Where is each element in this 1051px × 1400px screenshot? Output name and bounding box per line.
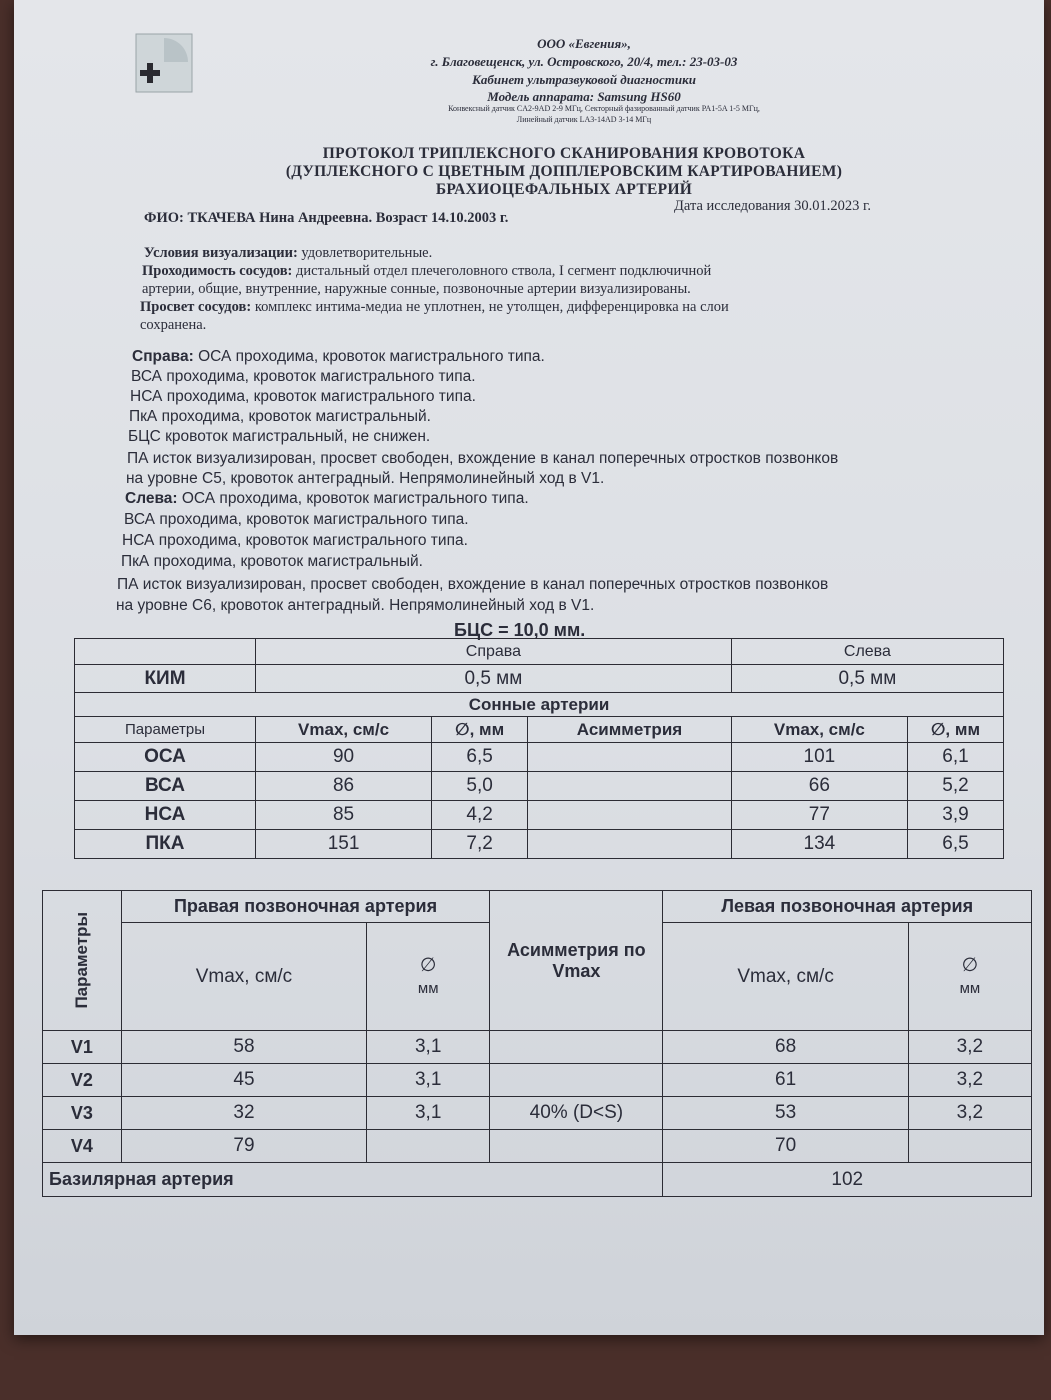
org-address: г. Благовещенск, ул. Островского, 20/4, тел.: 23-03-03	[430, 54, 738, 69]
right-finding-6: ПА исток визуализирован, просвет свободен, вхождение в канал поперечных отростков позвонков	[127, 450, 839, 467]
table-row: V4 79 70	[43, 1130, 1032, 1163]
bcs-diameter: БЦС = 10,0 мм.	[454, 620, 586, 640]
basilar-artery-label: Базилярная артерия	[43, 1163, 663, 1197]
left-finding-5: ПА исток визуализирован, просвет свободен, вхождение в канал поперечных отростков позвонков	[117, 576, 829, 593]
left-diam-header: ∅ мм	[908, 923, 1031, 1031]
vertebral-table	[42, 890, 1032, 1197]
vessel-patency: Проходимость сосудов: дистальный отдел плечеголовного ствола, I сегмент подключичной	[142, 263, 712, 279]
cabinet-name: Кабинет ультразвуковой диагностики	[472, 72, 696, 87]
protocol-title-line-2: (ДУПЛЕКСНОГО С ЦВЕТНЫМ ДОППЛЕРОВСКИМ КАРТИРОВАНИЕМ)	[285, 163, 843, 180]
carotid-section-title: Сонные артерии	[75, 693, 1004, 717]
right-vmax-header: Vmax, см/с	[121, 923, 366, 1031]
table-row: ОСА 90 6,5 101 6,1	[75, 743, 1004, 772]
col-vmax-left: Vmax, см/с	[731, 717, 907, 743]
kim-right: 0,5 мм	[256, 665, 732, 693]
sensors-line-1: Конвексный датчик CA2-9AD 2-9 МГц, Секторный фазированный датчик PA1-5A 1-5 МГц,	[448, 104, 760, 113]
sensors-line-2: Линейный датчик LA3-14AD 3-14 МГц	[516, 115, 652, 124]
asymmetry-value: 40% (D<S)	[490, 1097, 663, 1130]
right-side-header: Справа	[256, 639, 732, 665]
device-model: Модель аппарата: Samsung HS60	[487, 89, 681, 104]
table-row: НСА 85 4,2 77 3,9	[75, 801, 1004, 830]
medical-cross-logo	[134, 32, 194, 94]
visualization-conditions: Условия визуализации: удовлетворительные.	[144, 245, 433, 261]
right-finding-4: ПкА проходима, кровоток магистральный.	[129, 408, 431, 425]
carotid-table	[74, 638, 1004, 859]
org-name: ООО «Евгения»,	[537, 36, 631, 51]
col-params: Параметры	[75, 717, 256, 743]
params-vertical-label: Параметры	[71, 912, 91, 1009]
table-row: V2 45 3,1 61 3,2	[43, 1064, 1032, 1097]
vessel-lumen: Просвет сосудов: комплекс интима-медиа не уплотнен, не утолщен, дифференцировка на слои	[140, 299, 729, 315]
table-row: V1 58 3,1 68 3,2	[43, 1031, 1032, 1064]
table-row: ПКА 151 7,2 134 6,5	[75, 830, 1004, 859]
col-diam-left: ∅, мм	[907, 717, 1003, 743]
table-row: ВСА 86 5,0 66 5,2	[75, 772, 1004, 801]
col-asymmetry: Асимметрия	[528, 717, 732, 743]
left-finding-4: ПкА проходима, кровоток магистральный.	[121, 553, 423, 570]
left-finding-6: на уровне С6, кровоток антеградный. Непрямолинейный ход в V1.	[116, 597, 595, 614]
left-side-finding: Слева: ОСА проходима, кровоток магистрального типа.	[125, 490, 529, 507]
right-diam-header: ∅ мм	[367, 923, 490, 1031]
kim-label: КИМ	[75, 665, 256, 693]
right-finding-2: ВСА проходима, кровоток магистрального типа.	[131, 368, 476, 385]
left-vertebral-title: Левая позвоночная артерия	[663, 891, 1032, 923]
left-side-header: Слева	[731, 639, 1003, 665]
patient-info: ФИО: ТКАЧЕВА Нина Андреевна. Возраст 14.10.2003 г.	[144, 210, 509, 226]
document-page	[14, 0, 1044, 1335]
table-row: V3 32 3,1 40% (D<S) 53 3,2	[43, 1097, 1032, 1130]
protocol-title-line-3: БРАХИОЦЕФАЛЬНЫХ АРТЕРИЙ	[435, 181, 693, 198]
right-finding-7: на уровне С5, кровоток антеградный. Непрямолинейный ход в V1.	[126, 470, 605, 487]
vessel-patency-cont: артерии, общие, внутренние, наружные сонные, позвоночные артерии визуализированы.	[142, 281, 691, 297]
vessel-lumen-cont: сохранена.	[140, 317, 207, 333]
right-finding-3: НСА проходима, кровоток магистрального типа.	[130, 388, 476, 405]
right-side-finding: Справа: ОСА проходима, кровоток магистрального типа.	[132, 348, 545, 365]
exam-date: Дата исследования 30.01.2023 г.	[674, 198, 871, 214]
col-vmax-right: Vmax, см/с	[256, 717, 432, 743]
left-vmax-header: Vmax, см/с	[663, 923, 908, 1031]
asymmetry-vmax-title: Асимметрия по Vmax	[490, 891, 663, 1031]
right-finding-5: БЦС кровоток магистральный, не снижен.	[128, 428, 431, 445]
left-finding-2: ВСА проходима, кровоток магистрального типа.	[124, 511, 469, 528]
col-diam-right: ∅, мм	[432, 717, 528, 743]
protocol-title-line-1: ПРОТОКОЛ ТРИПЛЕКСНОГО СКАНИРОВАНИЯ КРОВОТОКА	[322, 145, 806, 162]
right-vertebral-title: Правая позвоночная артерия	[121, 891, 490, 923]
left-finding-3: НСА проходима, кровоток магистрального типа.	[122, 532, 468, 549]
kim-left: 0,5 мм	[731, 665, 1003, 693]
basilar-artery-value: 102	[663, 1163, 1032, 1197]
